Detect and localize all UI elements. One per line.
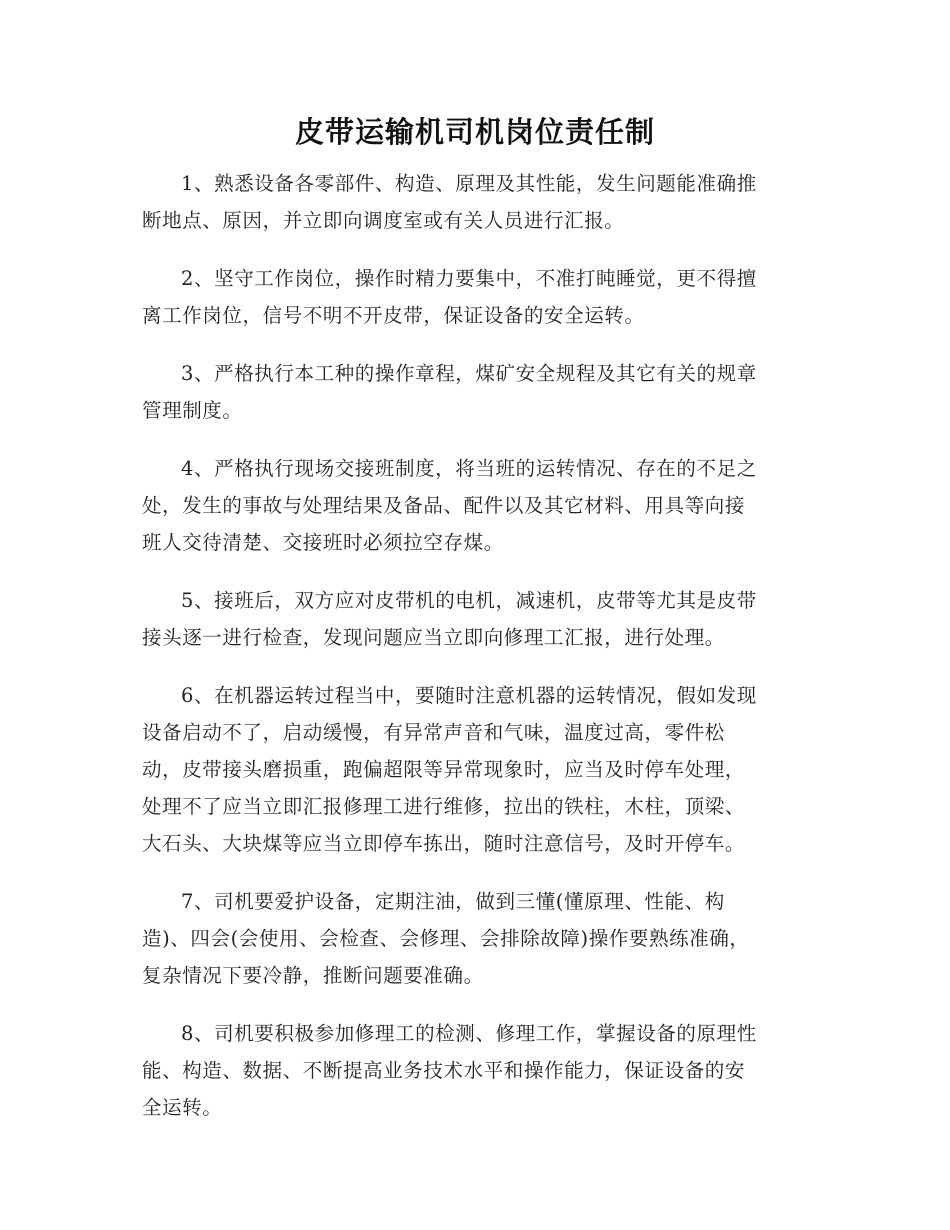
paragraph-line: 7、司机要爱护设备，定期注油，做到三懂(懂原理、性能、构 xyxy=(181,890,725,913)
paragraph-7 xyxy=(142,883,810,994)
paragraph-line: 班人交待清楚、交接班时必须拉空存煤。 xyxy=(142,531,504,554)
paragraph-3 xyxy=(142,355,810,429)
paragraph-line: 设备启动不了，启动缓慢，有异常声音和气味，温度过高，零件松 xyxy=(142,721,725,744)
paragraph-line: 大石头、大块煤等应当立即停车拣出，随时注意信号，及时开停车。 xyxy=(142,832,746,855)
paragraph-line: 复杂情况下要冷静，推断问题要准确。 xyxy=(142,964,484,987)
paragraph-2 xyxy=(142,260,810,334)
paragraph-6 xyxy=(142,677,810,862)
page-title: 皮带运输机司机岗位责任制 xyxy=(294,115,655,149)
paragraph-line: 动，皮带接头磨损重，跑偏超限等异常现象时，应当及时停车处理， xyxy=(142,758,746,781)
document-body xyxy=(142,165,810,1147)
paragraph-line: 管理制度。 xyxy=(142,399,243,422)
paragraph-line: 1、熟悉设备各零部件、构造、原理及其性能，发生问题能准确推 xyxy=(181,172,757,195)
paragraph-line: 断地点、原因，并立即向调度室或有关人员进行汇报。 xyxy=(142,209,625,232)
paragraph-line: 全运转。 xyxy=(142,1096,223,1119)
paragraph-5 xyxy=(142,582,810,656)
paragraph-line: 离工作岗位，信号不明不开皮带，保证设备的安全运转。 xyxy=(142,304,645,327)
paragraph-4 xyxy=(142,450,810,561)
paragraph-line: 接头逐一进行检查，发现问题应当立即向修理工汇报，进行处理。 xyxy=(142,626,725,649)
paragraph-line: 8、司机要积极参加修理工的检测、修理工作，掌握设备的原理性 xyxy=(181,1022,757,1045)
paragraph-line: 处理不了应当立即汇报修理工进行维修，拉出的铁柱，木柱，顶梁、 xyxy=(142,795,746,818)
paragraph-line: 造)、四会(会使用、会检查、会修理、会排除故障)操作要熟练准确， xyxy=(142,927,750,950)
paragraph-line: 5、接班后，双方应对皮带机的电机，减速机，皮带等尤其是皮带 xyxy=(181,589,757,612)
paragraph-1 xyxy=(142,165,810,239)
paragraph-line: 4、严格执行现场交接班制度，将当班的运转情况、存在的不足之 xyxy=(181,457,757,480)
paragraph-line: 3、严格执行本工种的操作章程，煤矿安全规程及其它有关的规章 xyxy=(181,362,757,385)
paragraph-line: 处，发生的事故与处理结果及备品、配件以及其它材料、用具等向接 xyxy=(142,494,746,517)
paragraph-line: 2、坚守工作岗位，操作时精力要集中，不准打盹睡觉，更不得擅 xyxy=(181,267,757,290)
paragraph-line: 能、构造、数据、不断提高业务技术水平和操作能力，保证设备的安 xyxy=(142,1059,746,1082)
paragraph-line: 6、在机器运转过程当中，要随时注意机器的运转情况，假如发现 xyxy=(181,684,757,707)
paragraph-8 xyxy=(142,1015,810,1126)
